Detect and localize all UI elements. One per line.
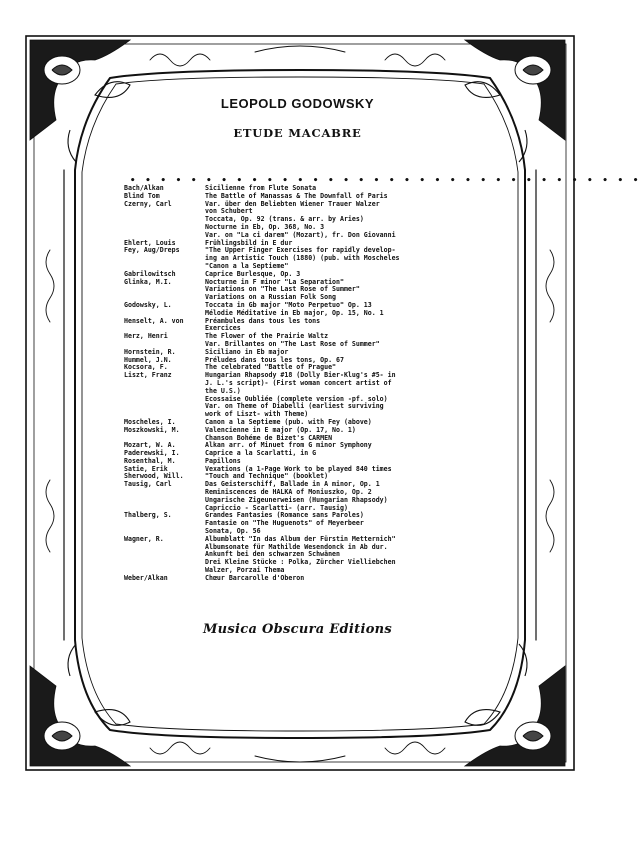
dotted-divider: • • • • • • • • • • • • • • • • • • • • • • • • • • • • • • • • • •	[130, 176, 640, 186]
entry-title: Hungarian Rhapsody #18 (Dolly Bier-Klug's #5- in	[205, 371, 396, 380]
entry-title: Fantasie on "The Huguenots" of Meyerbeer	[205, 519, 364, 528]
entry-composer: Moszkowski, M.	[124, 425, 180, 434]
work-title: ETUDE MACABRE	[233, 126, 362, 140]
composer-heading: LEOPOLD GODOWSKY	[220, 96, 375, 111]
entry-composer: Tausig, Carl	[124, 480, 172, 489]
entry-composer	[124, 544, 205, 552]
entry-title: Vexations (a 1-Page Work to be played 840 times	[205, 464, 392, 473]
entry-title: the U.S.)	[205, 386, 241, 395]
entry-title: Frühlingsbild in E dur	[205, 238, 293, 247]
entry-title: Nocturne in Eb, Op. 368, No. 3	[205, 222, 325, 231]
entry-composer: Sherwood, Will.	[124, 472, 184, 481]
entry-title: Toccata in Gb major "Moto Perpetuo" Op. 13	[205, 300, 372, 309]
entry-composer	[124, 216, 205, 224]
list-item	[124, 380, 474, 388]
entry-title: "The Upper Finger Exercises for rapidly develop-	[205, 246, 396, 255]
entry-composer: Paderewski, I.	[124, 449, 180, 458]
entry-title: Exercices	[205, 324, 241, 333]
entry-composer	[124, 255, 205, 263]
entry-title: Caprice Burlesque, Op. 3	[205, 269, 301, 278]
entry-title: Variations on a Russian Folk Song	[205, 293, 337, 302]
entry-title: Toccata, Op. 92 (trans. & arr. by Aries)	[205, 215, 364, 224]
entry-composer: Thalberg, S.	[124, 511, 172, 520]
entry-title: The Flower of the Prairie Waltz	[205, 332, 329, 341]
entry-composer: Blind Tom	[124, 191, 160, 200]
entry-composer: Moscheles, I.	[124, 417, 176, 426]
entry-composer: Czerny, Carl	[124, 199, 172, 208]
entry-title: Préambules dans tous les tons	[205, 316, 321, 325]
entry-composer: Fey, Aug/Dreps	[124, 246, 180, 255]
entry-composer: Godowsky, L.	[124, 300, 172, 309]
entry-title: Albumsonate für Mathilde Wesendonck in Ab dur.	[205, 542, 388, 551]
entry-composer: Hornstein, R.	[124, 347, 176, 356]
entry-composer	[124, 380, 205, 388]
entry-title: work of Liszt- with Theme)	[205, 410, 309, 419]
entry-title: Caprice a la Scarlatti, in G	[205, 449, 317, 458]
entry-title: Reminiscences de HALKA of Moniuszko, Op. 2	[205, 488, 372, 497]
list-item	[124, 520, 474, 528]
entry-composer: Satie, Erik	[124, 464, 168, 473]
entry-title: Papillons	[205, 456, 241, 465]
entry-title: Albumblatt "In das Album der Fürstin Metternich"	[205, 534, 396, 543]
entry-composer	[124, 396, 205, 404]
entry-title: The Battle of Manassas & The Downfall of Paris	[205, 191, 388, 200]
entry-title: "Touch and Technique" (booklet)	[205, 472, 329, 481]
entry-composer	[124, 520, 205, 528]
entry-composer: Mozart, W. A.	[124, 441, 176, 450]
entry-title: Chanson Bohéme de Bizet's CARMEN	[205, 433, 333, 442]
entry-title: Var. Brillantes on "The Last Rose of Summer"	[205, 339, 380, 348]
entry-composer	[124, 403, 205, 411]
list-item	[124, 318, 474, 326]
list-item	[124, 255, 474, 263]
list-item	[124, 575, 474, 583]
list-item	[124, 201, 474, 209]
entry-title: J. L.'s script)- (First woman concert artist of	[205, 378, 392, 387]
entry-composer	[124, 388, 205, 396]
repertoire-list	[124, 185, 474, 583]
entry-title: Sicilienne from Flute Sonata	[205, 184, 317, 192]
entry-composer: Kocsora, F.	[124, 363, 168, 372]
entry-composer: Liszt, Franz	[124, 371, 172, 380]
entry-composer: Henselt, A. von	[124, 316, 184, 325]
list-item	[124, 232, 474, 240]
entry-title: von Schubert	[205, 207, 253, 216]
entry-title: Drei Kleine Stücke : Polka, Zürcher Vielliebchen	[205, 558, 396, 567]
entry-title: Ecossaise Oubliée (complete version -pf. solo)	[205, 394, 388, 403]
entry-composer	[124, 559, 205, 567]
entry-composer: Herz, Henri	[124, 332, 168, 341]
entry-title: Variations on "The Last Rose of Summer"	[205, 285, 360, 294]
entry-composer	[124, 489, 205, 497]
entry-composer	[124, 208, 205, 216]
entry-title: Ankunft bei den schwarzen Schwänen	[205, 550, 340, 559]
entry-composer	[124, 551, 205, 559]
entry-title: Mélodie Méditative in Eb major, Op. 15, No. 1	[205, 308, 384, 317]
entry-title: Walzer, Porzai Thema	[205, 566, 285, 575]
entry-composer: Glinka, M.I.	[124, 277, 172, 286]
entry-title: Capriccio - Scarlatti- (arr. Tausig)	[205, 503, 348, 512]
entry-title: Alkan arr. of Minuet from G minor Symphony	[205, 441, 372, 450]
entry-title: Das Geisterschiff, Ballade in A minor, Op. 1	[205, 480, 380, 489]
entry-title: "Canon a la Septieme"	[205, 261, 289, 270]
entry-title: Siciliano in Eb major	[205, 347, 289, 356]
entry-composer	[124, 224, 205, 232]
entry-composer	[124, 286, 205, 294]
entry-title: Var. on "La ci darem" (Mozart), fr. Don Giovanni	[205, 230, 396, 239]
entry-composer: Weber/Alkan	[124, 573, 168, 582]
entry-title: Préludes dans tous les tons, Op. 67	[205, 355, 344, 364]
entry-composer: Ehlert, Louis	[124, 238, 176, 247]
entry-title: Var. über den Beliebten Wiener Trauer Walzer	[205, 199, 380, 208]
list-item	[124, 450, 474, 458]
entry-title: Var. on Theme of Diabelli (earliest surviving	[205, 402, 384, 411]
entry-composer: Rosenthal, M.	[124, 456, 176, 465]
list-item	[124, 341, 474, 349]
entry-composer: Bach/Alkan	[124, 184, 164, 192]
entry-composer	[124, 497, 205, 505]
publisher-imprint: Musica Obscura Editions	[202, 622, 393, 637]
entry-title: Grandes Fantasies (Romance sans Paroles)	[205, 511, 364, 520]
entry-title: Sonata, Op. 56	[205, 527, 261, 536]
entry-title: The celebrated "Battle of Prague"	[205, 363, 337, 372]
entry-title: Valencienne in E major (Op. 17, No. 1)	[205, 425, 356, 434]
entry-composer: Wagner, R.	[124, 534, 164, 543]
list-item	[124, 559, 474, 567]
entry-title: ing an Artistic Touch (1880) (pub. with Moscheles	[205, 254, 400, 263]
entry-title: Nocturne in F minor "La Separation"	[205, 277, 344, 286]
entry-title: Canon a la Septieme (pub. with Fey (above)	[205, 417, 372, 426]
entry-composer: Hummel, J.N.	[124, 355, 172, 364]
entry-composer: Gabrilowitsch	[124, 269, 176, 278]
entry-title: Ungarische Zigeunerweisen (Hungarian Rhapsody)	[205, 495, 388, 504]
entry-title: Chœur Barcarolle d'Oberon	[205, 573, 305, 582]
